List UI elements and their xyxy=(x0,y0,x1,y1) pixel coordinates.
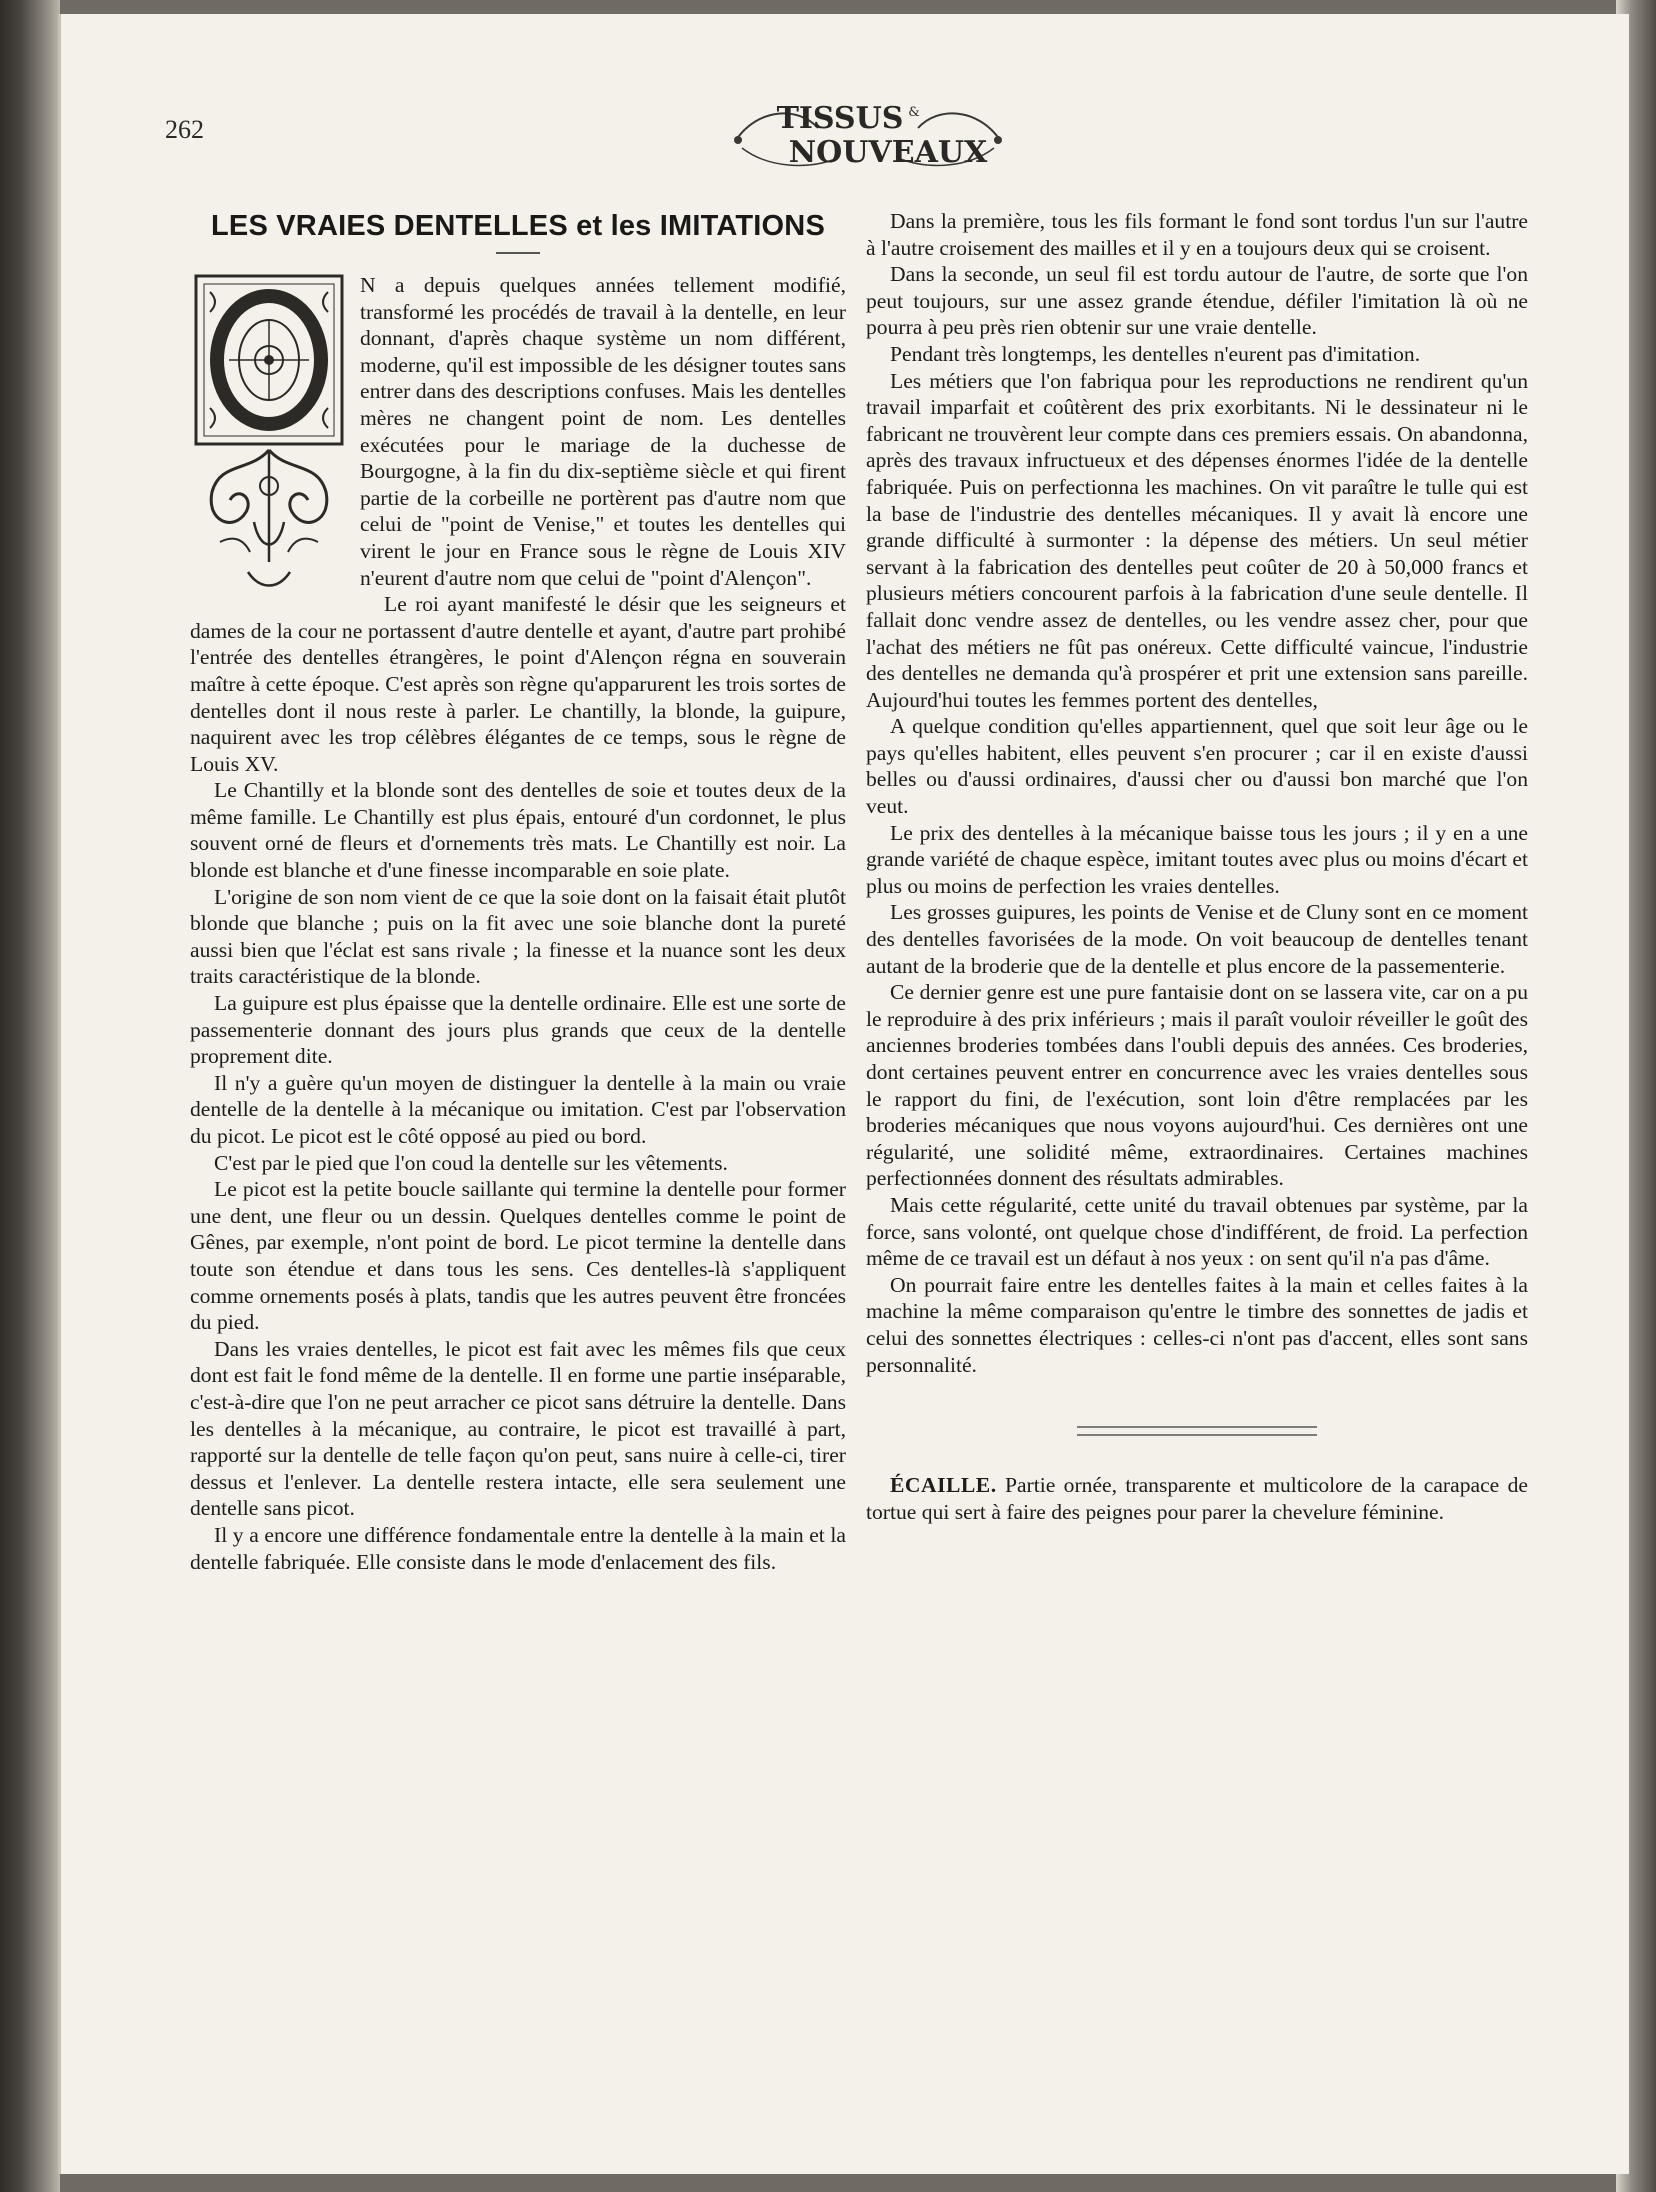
dropcap-letter: O xyxy=(268,378,270,379)
paragraph: Les grosses guipures, les points de Venise et de Cluny sont en ce moment des dentelles favorisées de la mode. On voit beaucoup de dentelles tenant autant de la broderie que de la dentelle et plus encore de la passementerie. xyxy=(866,900,1528,978)
masthead-connector: & xyxy=(908,105,920,120)
paragraph: Dans la seconde, un seul fil est tordu autour de l'autre, de sorte que l'on peut toujours, sur une assez grande étendue, défiler l'imitation là où ne pourra à peu près rien obtenir sur une vraie dentelle. xyxy=(866,262,1528,340)
paragraph: Pendant très longtemps, les dentelles n'eurent pas d'imitation. xyxy=(890,341,1421,366)
paragraph: La guipure est plus épaisse que la dentelle ordinaire. Elle est une sorte de passementerie donnant des jours plus grands que ceux de la dentelle proprement dite. xyxy=(190,991,846,1069)
paragraph: Dans la première, tous les fils formant le fond sont tordus l'un sur l'autre à l'autre croisement des mailles et il y en a toujours deux qui se croisent. xyxy=(866,209,1528,260)
right-column xyxy=(866,208,1528,1525)
paragraph: Il y a encore une différence fondamentale entre la dentelle à la main et la dentelle fabriquée. Elle consiste dans le mode d'enlacement des fils. xyxy=(190,1522,846,1574)
definition-text: Partie ornée, transparente et multicolore de la carapace de tortue qui sert à faire des peignes pour parer la chevelure féminine. xyxy=(866,1473,1528,1524)
article-title: LES VRAIES DENTELLES et les IMITATIONS xyxy=(211,210,825,242)
book-spine xyxy=(0,0,60,2192)
paragraph: C'est par le pied que l'on coud la dentelle sur les vêtements. xyxy=(214,1150,728,1175)
paragraph: Les métiers que l'on fabriqua pour les reproductions ne rendirent qu'un travail imparfait et coûtèrent des prix exorbitants. Ni le dessinateur ni le fabricant ne trouvèrent leur compte dans ces premiers essais. On abandonna, après des travaux infructueux et des dépenses énormes l'idée de la dentelle fabriquée. Puis on perfectionna les machines. On vit paraître le tulle qui est la base de l'industrie des dentelles mécaniques. Il y avait là encore une grande difficulté à surmonter : la dépense des métiers. Un seul métier servant à la fabrication des dentelles peut coûter de 20 à 50,000 francs et plusieurs métiers concourent parfois à la fabrication d'une seule dentelle. Il fallait donc vendre assez de dentelles, ou les vendre assez cher, pour que l'achat des métiers ne fût pas onéreux. Cette difficulté vaincue, l'industrie des dentelles ne demanda qu'à prospérer et prit une extension sans pareille. Aujourd'hui toutes les femmes portent des dentelles, xyxy=(866,368,1528,712)
ornate-dropcap xyxy=(190,272,348,594)
paragraph: Ce dernier genre est une pure fantaisie dont on se lassera vite, car on a pu le reproduire à des prix inférieurs ; mais il paraît vouloir réveiller le goût des anciennes broderies tombées dans l'oubli depuis des années. Ces broderies, dont certaines peuvent entrer en concurrence avec les vraies dentelles sous le rapport du fini, de l'exécution, sont loin d'être remplacées par les broderies mécaniques que nous voyons aujourd'hui. Ces dernières ont une régularité, une solidité même, extraordinaires. Certaines machines perfectionnées donnent des résultats admirables. xyxy=(866,980,1528,1191)
masthead-line2: NOUVEAUX xyxy=(788,135,988,170)
paragraph: Le picot est la petite boucle saillante qui termine la dentelle pour former une dent, une fleur ou un dessin. Quelques dentelles comme le point de Gênes, par exemple, n'ont point de bord. Le picot termine la dentelle dans toute son étendue et dans tous les sens. Ces dentelles-là s'appliquent comme ornements posés à plats, tandis que les autres peuvent être froncées du pied. xyxy=(190,1177,846,1335)
title-rule xyxy=(496,252,540,254)
paragraph: Il n'y a guère qu'un moyen de distinguer la dentelle à la main ou vraie dentelle de la dentelle à la mécanique ou imitation. C'est par l'observation du picot. Le picot est le côté opposé au pied ou bord. xyxy=(190,1070,846,1148)
section-separator xyxy=(1077,1424,1317,1438)
page-number: 262 xyxy=(165,115,204,144)
paragraph: Le Chantilly et la blonde sont des dentelles de soie et toutes deux de la même famille. Le Chantilly est plus épais, entouré d'un cordonnet, le plus souvent orné de fleurs et d'ornements très mats. Le Chantilly est noir. La blonde est blanche et d'une finesse incomparable en soie plate. xyxy=(190,778,846,883)
definition-term: ÉCAILLE. xyxy=(890,1473,997,1498)
definition-entry xyxy=(866,1472,1528,1525)
paragraph: N a depuis quelques années tellement modifié, transformé les procédés de travail à la dentelle, en leur donnant, d'après chaque système un nom différent, moderne, qu'il est impossible de les désigner toutes sans entrer dans des descriptions confuses. Mais les dentelles mères ne changent point de nom. Les dentelles exécutées pour le mariage de la duchesse de Bourgogne, à la fin du dix-septième siècle et qui firent partie de la corbeille ne portèrent pas d'autre nom que celui de "point de Venise," et toutes les dentelles qui virent le jour en France sous le règne de Louis XIV n'eurent d'autre nom que celui de "point d'Alençon". xyxy=(360,273,846,590)
paragraph: On pourrait faire entre les dentelles faites à la main et celles faites à la machine la même comparaison qu'entre le timbre des sonnettes de jadis et celui des sonnettes électriques : celles-ci n'ont pas d'accent, elles sont sans personnalité. xyxy=(866,1272,1528,1377)
paragraph: A quelque condition qu'elles appartiennent, quel que soit leur âge ou le pays qu'elles habitent, elles peuvent s'en procurer ; car il en existe d'aussi belles ou d'aussi ordinaires, d'aussi cher ou d'aussi bon marché que l'on veut. xyxy=(866,714,1528,819)
masthead-logo xyxy=(728,88,1008,178)
paragraph: Mais cette régularité, cette unité du travail obtenues par système, par la force, sans volonté, ont quelque chose d'indifférent, de froid. La perfection même de ce travail est un défaut à nos yeux : on sent qu'il n'a pas d'âme. xyxy=(866,1192,1528,1271)
masthead-line1: TISSUS xyxy=(776,101,904,136)
paragraph: L'origine de son nom vient de ce que la soie dont on la faisait était plutôt blonde que blanche ; puis on la fit avec une soie blanche dont la pureté aussi bien que l'éclat est sans rivale ; la finesse et la nuance sont les deux traits caractéristique de la blonde. xyxy=(190,884,846,989)
left-column xyxy=(190,208,846,1575)
paragraph: Dans les vraies dentelles, le picot est fait avec les mêmes fils que ceux dont est fait le fond même de la dentelle. Il en forme une partie inséparable, c'est-à-dire que l'on ne peut arracher ce picot sans détruire la dentelle. Dans les dentelles à la mécanique, au contraire, le picot est travaillé à part, rapporté sur la dentelle de telle façon qu'on peut, sans nuire à celle-ci, tirer dessus et l'enlever. La dentelle restera intacte, elle sera seulement une dentelle sans picot. xyxy=(190,1336,846,1521)
paragraph: Le roi ayant manifesté le désir que les seigneurs et dames de la cour ne portassent d'autre dentelle et ayant, d'autre part prohibé l'entrée des dentelles étrangères, le point d'Alençon régna en souverain maître à cette époque. C'est après son règne qu'apparurent les trois sortes de dentelles dont il nous reste à parler. Le chantilly, la blonde, la guipure, naquirent avec les trop célèbres élégantes de ce temps, sous le règne de Louis XV. xyxy=(190,592,846,776)
paragraph: Le prix des dentelles à la mécanique baisse tous les jours ; il y en a une grande variété de chaque espèce, imitant toutes avec plus ou moins d'écart et plus ou moins de perfection les vraies dentelles. xyxy=(866,820,1528,898)
